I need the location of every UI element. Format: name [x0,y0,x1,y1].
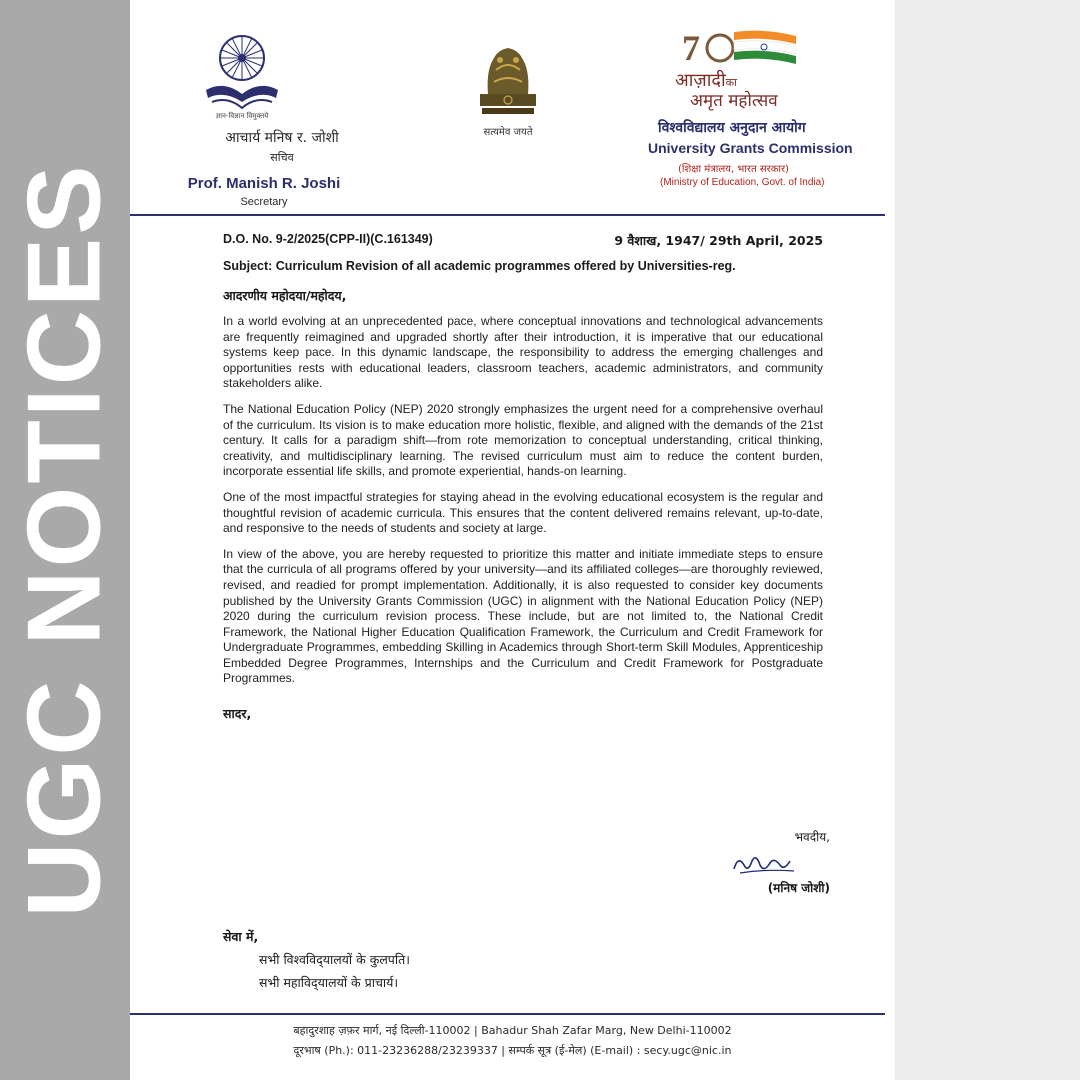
subject-line: Subject: Curriculum Revision of all academic programmes offered by Universities-reg. [223,259,736,273]
azadi-ka: का [725,76,737,89]
salutation: आदरणीय महोदया/महोदय, [223,288,347,303]
designation-hindi: सचिव [270,151,294,164]
azadi-line-1: आज़ादीका [675,70,737,91]
footer-contact: दूरभाष (Ph.): 011-23236288/23239337 | सम्पर्क सूत्र (ई-मेल) (E-mail) : secy.ugc@nic.in [293,1044,732,1057]
paragraph-1: In a world evolving at an unprecedented pace, where conceptual innovations and technological advancements are frequently reimagined and upgraded shortly after their introduction, it is imperative that our educational systems keep pace. In this dynamic landscape, the responsibility to address the emerging challenges and opportunities rests with educational leaders, classroom teachers, academic administrators, and community stakeholders alike. [223,314,823,391]
org-name-hindi: विश्वविद्यालय अनुदान आयोग [658,120,806,136]
closing: सादर, [223,706,252,722]
letter-page [130,0,895,1080]
addressee-line-2: सभी महाविद्‌यालयों के प्राचार्य। [259,975,399,990]
name-hindi: आचार्य मनिष र. जोशी [225,130,339,146]
logo-motto: ज्ञान-विज्ञान विमुक्तये [215,112,269,120]
footer-divider [130,1013,885,1015]
paragraph-2: The National Education Policy (NEP) 2020 strongly emphasizes the urgent need for a comprehensive overhaul of the curriculum. Its vision is to make education more holistic, flexible, and aligned with the demands of the 21st century. It calls for a paradigm shift—from rote memorization to conceptual understanding, critical thinking, creativity, and multidisciplinary learning. The revised curriculum must aim to reduce the content burden, incorporate essential life skills, and promote experiential, hands-on learning. [223,401,823,479]
right-margin [895,0,1080,1080]
designation-english: Secretary [240,196,288,208]
azadi-line-2: अमृत महोत्सव [690,91,778,111]
letter-date: 9 वैशाख, 1947/ 29th April, 2025 [614,233,823,248]
reference-number: D.O. No. 9-2/2025(CPP-II)(C.161349) [223,232,433,246]
ministry-english: (Ministry of Education, Govt. of India) [660,177,825,188]
name-english: Prof. Manish R. Joshi [187,175,341,192]
letter-body [223,232,823,722]
addressee-line-1: सभी विश्वविद्‌यालयों के कुलपति। [259,952,410,967]
addressee-block [223,928,410,991]
emblem-motto: सत्यमेव जयते [483,127,533,138]
ref-date-row [223,232,823,249]
signature-block [690,828,830,896]
paragraph-4: In view of the above, you are hereby requested to prioritize this matter and initiate immediate steps to ensure that the curricula of all programs offered by your university—and its affiliated colleges—are thoroughly reviewed, revised, and readied for prompt implementation. Additionally, it is also requested to consider key documents published by the University Grants Commission (UGC) in alignment with the National Education Policy (NEP) 2020 during the curriculum revision process. These include, but are not limited to, the National Credit Framework, the National Higher Education Qualification Framework, the Curriculum and Credit Framework for Undergraduate Programmes, embedding Skilling in Academics through Short-term Skill Modules, Apprenticeship Embedded Degree Programmes, Internships and the Curriculum and Credit Framework for Postgraduate Programmes. [223,546,823,686]
org-name-english: University Grants Commission [648,140,853,156]
header-divider [130,214,885,216]
paragraph-3: One of the most impactful strategies for staying ahead in the evolving educational ecosystem is the regular and thoughtful revision of academic curricula. This ensures that the content delivered remains relevant, up-to-date, and responsive to the needs of students and society at large. [223,489,823,536]
svg-text:7: 7 [682,28,700,68]
footer-address: बहादुरशाह ज़फ़र मार्ग, नई दिल्ली-110002 | Bahadur Shah Zafar Marg, New Delhi-110002 [293,1024,732,1037]
signatory-name: (मनिष जोशी) [767,881,830,895]
yours-faithfully: भवदीय, [794,830,830,844]
addressee-label: सेवा में, [223,929,259,944]
sidebar-banner [0,0,130,1080]
sidebar-title: UGC NOTICES [6,162,123,918]
ugc-logo-icon [202,28,282,120]
signature-icon [730,851,800,879]
ministry-hindi: (शिक्षा मंत्रालय, भारत सरकार) [678,164,789,175]
national-emblem-icon [470,30,546,120]
